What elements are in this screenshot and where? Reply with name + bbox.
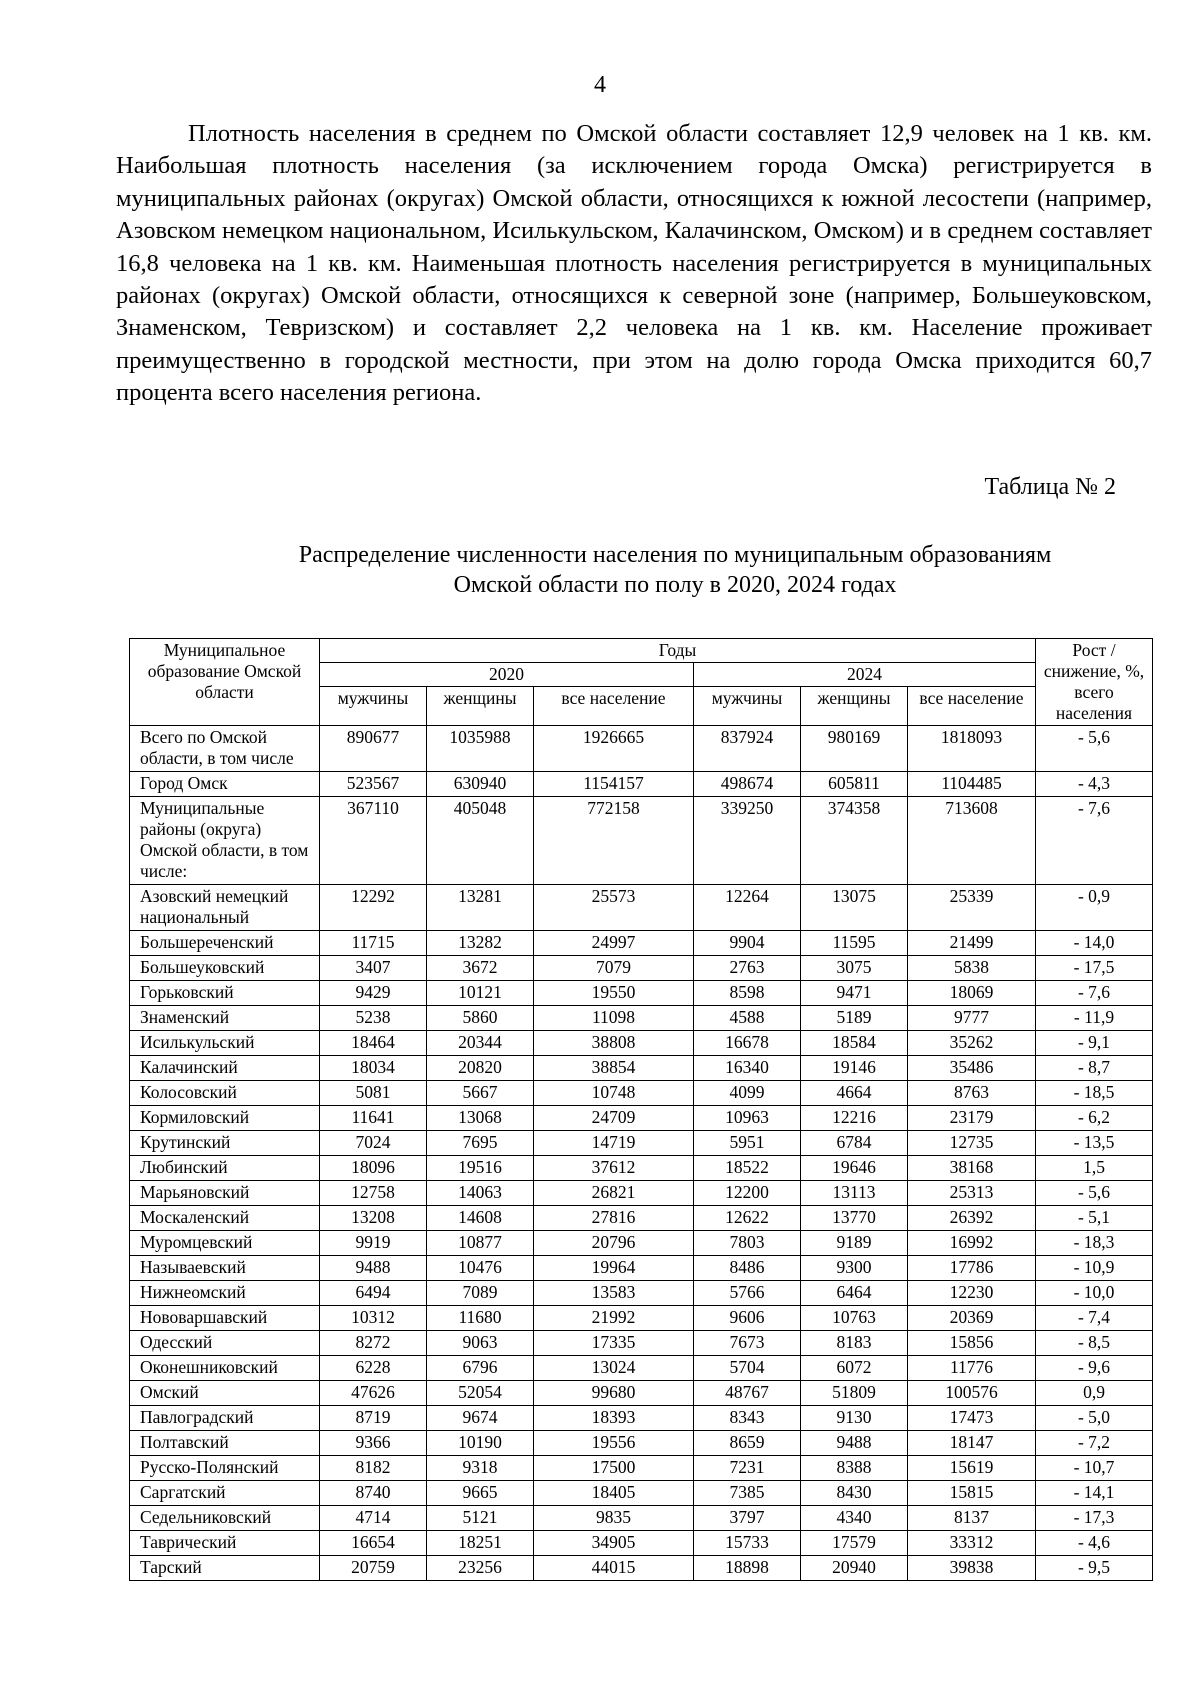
table-title-line-1: Распределение численности населения по муниципальным образованиям: [298, 542, 1052, 568]
cell-total-2024: 12230: [908, 1281, 1036, 1306]
cell-men-2024: 9606: [694, 1306, 801, 1331]
cell-women-2024: 9130: [801, 1406, 908, 1431]
cell-men-2020: 13208: [320, 1206, 427, 1231]
cell-total-2020: 20796: [534, 1231, 694, 1256]
cell-women-2024: 3075: [801, 956, 908, 981]
cell-men-2024: 5951: [694, 1131, 801, 1156]
cell-men-2024: 3797: [694, 1506, 801, 1531]
cell-women-2024: 605811: [801, 772, 908, 797]
cell-name: Горьковский: [130, 981, 320, 1006]
cell-men-2020: 9366: [320, 1431, 427, 1456]
table-row: [130, 956, 1153, 981]
cell-growth: 0,9: [1036, 1381, 1153, 1406]
cell-total-2020: 19556: [534, 1431, 694, 1456]
cell-women-2020: 7695: [427, 1131, 534, 1156]
cell-growth: - 7,6: [1036, 797, 1153, 885]
cell-total-2020: 14719: [534, 1131, 694, 1156]
cell-men-2020: 8719: [320, 1406, 427, 1431]
cell-growth: - 13,5: [1036, 1131, 1153, 1156]
table-row: [130, 1156, 1153, 1181]
cell-men-2020: 9488: [320, 1256, 427, 1281]
page-number: 4: [594, 72, 606, 98]
cell-total-2020: 9835: [534, 1506, 694, 1531]
cell-men-2024: 16340: [694, 1056, 801, 1081]
cell-women-2020: 10877: [427, 1231, 534, 1256]
cell-name: Кормиловский: [130, 1106, 320, 1131]
cell-name: Тарский: [130, 1556, 320, 1581]
cell-women-2024: 6464: [801, 1281, 908, 1306]
table-header: [130, 639, 1153, 726]
cell-women-2020: 405048: [427, 797, 534, 885]
cell-growth: - 5,6: [1036, 1181, 1153, 1206]
cell-growth: - 10,7: [1036, 1456, 1153, 1481]
cell-women-2020: 1035988: [427, 726, 534, 772]
table-row: [130, 981, 1153, 1006]
cell-total-2024: 8763: [908, 1081, 1036, 1106]
cell-women-2024: 11595: [801, 931, 908, 956]
cell-men-2020: 12292: [320, 885, 427, 931]
table-label: Таблица № 2: [984, 474, 1116, 500]
cell-women-2024: 9300: [801, 1256, 908, 1281]
cell-women-2020: 19516: [427, 1156, 534, 1181]
cell-men-2024: 2763: [694, 956, 801, 981]
cell-men-2024: 4099: [694, 1081, 801, 1106]
cell-total-2024: 15619: [908, 1456, 1036, 1481]
cell-total-2024: 100576: [908, 1381, 1036, 1406]
table-row: [130, 797, 1153, 885]
cell-name: Полтавский: [130, 1431, 320, 1456]
cell-growth: - 4,3: [1036, 772, 1153, 797]
cell-women-2024: 19646: [801, 1156, 908, 1181]
cell-women-2024: 4664: [801, 1081, 908, 1106]
cell-total-2024: 17786: [908, 1256, 1036, 1281]
cell-men-2020: 367110: [320, 797, 427, 885]
cell-growth: - 9,5: [1036, 1556, 1153, 1581]
cell-total-2024: 18069: [908, 981, 1036, 1006]
cell-men-2020: 16654: [320, 1531, 427, 1556]
cell-growth: - 7,6: [1036, 981, 1153, 1006]
cell-women-2020: 52054: [427, 1381, 534, 1406]
cell-growth: - 14,1: [1036, 1481, 1153, 1506]
cell-women-2024: 12216: [801, 1106, 908, 1131]
body-paragraph: Плотность населения в среднем по Омской области составляет 12,9 человек на 1 кв. км. Наибольшая плотность населения (за исключением города Омска) регистрируется в муниципальных районах (округах) Омской области, относящихся к южной лесостепи (например, Азовском немецком национальном, Исилькульском, Калачинском, Омском) и в среднем составляет 16,8 человека на 1 кв. км. Наименьшая плотность населения регистрируется в муниципальных районах (округах) Омской области, относящихся к северной зоне (например, Большеуковском, Знаменском, Тевризском) и составляет 2,2 человека на 1 кв. км. Население проживает преимущественно в городской местности, при этом на долю города Омска приходится 60,7 процента всего населения региона.: [116, 120, 1152, 407]
cell-total-2020: 1154157: [534, 772, 694, 797]
cell-women-2024: 19146: [801, 1056, 908, 1081]
cell-men-2024: 7673: [694, 1331, 801, 1356]
cell-growth: - 9,6: [1036, 1356, 1153, 1381]
cell-total-2024: 9777: [908, 1006, 1036, 1031]
cell-growth: - 7,4: [1036, 1306, 1153, 1331]
cell-total-2020: 37612: [534, 1156, 694, 1181]
cell-growth: 1,5: [1036, 1156, 1153, 1181]
cell-women-2020: 13282: [427, 931, 534, 956]
cell-men-2024: 18522: [694, 1156, 801, 1181]
cell-women-2024: 9488: [801, 1431, 908, 1456]
cell-men-2020: 11715: [320, 931, 427, 956]
cell-total-2020: 24709: [534, 1106, 694, 1131]
cell-growth: - 18,3: [1036, 1231, 1153, 1256]
cell-growth: - 18,5: [1036, 1081, 1153, 1106]
cell-women-2020: 11680: [427, 1306, 534, 1331]
header-year-2024: 2024: [694, 663, 1036, 687]
cell-total-2024: 21499: [908, 931, 1036, 956]
cell-total-2020: 17500: [534, 1456, 694, 1481]
cell-women-2024: 6784: [801, 1131, 908, 1156]
cell-total-2020: 7079: [534, 956, 694, 981]
cell-growth: - 10,0: [1036, 1281, 1153, 1306]
cell-women-2020: 20820: [427, 1056, 534, 1081]
table-row: [130, 1431, 1153, 1456]
cell-women-2020: 9063: [427, 1331, 534, 1356]
cell-women-2024: 17579: [801, 1531, 908, 1556]
cell-total-2024: 39838: [908, 1556, 1036, 1581]
cell-total-2020: 44015: [534, 1556, 694, 1581]
cell-women-2020: 9318: [427, 1456, 534, 1481]
cell-total-2020: 38808: [534, 1031, 694, 1056]
table-row: [130, 1031, 1153, 1056]
cell-name: Оконешниковский: [130, 1356, 320, 1381]
population-table: [129, 638, 1153, 1581]
cell-total-2020: 17335: [534, 1331, 694, 1356]
cell-total-2020: 13583: [534, 1281, 694, 1306]
cell-growth: - 10,9: [1036, 1256, 1153, 1281]
table-row: [130, 1231, 1153, 1256]
cell-total-2020: 26821: [534, 1181, 694, 1206]
cell-men-2020: 4714: [320, 1506, 427, 1531]
cell-women-2020: 18251: [427, 1531, 534, 1556]
cell-growth: - 11,9: [1036, 1006, 1153, 1031]
cell-name: Таврический: [130, 1531, 320, 1556]
cell-men-2020: 47626: [320, 1381, 427, 1406]
cell-name: Знаменский: [130, 1006, 320, 1031]
cell-growth: - 5,0: [1036, 1406, 1153, 1431]
cell-growth: - 0,9: [1036, 885, 1153, 931]
cell-men-2020: 9429: [320, 981, 427, 1006]
cell-women-2024: 374358: [801, 797, 908, 885]
cell-women-2024: 13075: [801, 885, 908, 931]
header-men-2024: мужчины: [694, 687, 801, 726]
cell-total-2024: 35486: [908, 1056, 1036, 1081]
cell-men-2024: 837924: [694, 726, 801, 772]
cell-men-2020: 5238: [320, 1006, 427, 1031]
cell-growth: - 4,6: [1036, 1531, 1153, 1556]
cell-men-2024: 5766: [694, 1281, 801, 1306]
cell-women-2020: 14608: [427, 1206, 534, 1231]
cell-total-2024: 12735: [908, 1131, 1036, 1156]
cell-total-2020: 99680: [534, 1381, 694, 1406]
cell-growth: - 8,7: [1036, 1056, 1153, 1081]
cell-men-2020: 20759: [320, 1556, 427, 1581]
header-municipality: Муниципальное образование Омской области: [130, 639, 320, 726]
cell-men-2020: 8740: [320, 1481, 427, 1506]
cell-men-2024: 8486: [694, 1256, 801, 1281]
cell-women-2024: 13770: [801, 1206, 908, 1231]
cell-name: Муромцевский: [130, 1231, 320, 1256]
cell-total-2020: 18393: [534, 1406, 694, 1431]
cell-growth: - 14,0: [1036, 931, 1153, 956]
cell-name: Большереченский: [130, 931, 320, 956]
cell-women-2020: 10121: [427, 981, 534, 1006]
cell-name: Седельниковский: [130, 1506, 320, 1531]
table-row: [130, 1531, 1153, 1556]
cell-total-2024: 35262: [908, 1031, 1036, 1056]
cell-women-2020: 9674: [427, 1406, 534, 1431]
cell-name: Называевский: [130, 1256, 320, 1281]
table-row: [130, 1306, 1153, 1331]
cell-women-2024: 8183: [801, 1331, 908, 1356]
cell-total-2024: 15856: [908, 1331, 1036, 1356]
cell-name: Азовский немецкий национальный: [130, 885, 320, 931]
cell-women-2024: 980169: [801, 726, 908, 772]
cell-total-2020: 18405: [534, 1481, 694, 1506]
cell-men-2024: 10963: [694, 1106, 801, 1131]
cell-growth: - 17,5: [1036, 956, 1153, 981]
header-growth: Рост / снижение, %, всего населения: [1036, 639, 1153, 726]
cell-total-2024: 11776: [908, 1356, 1036, 1381]
cell-men-2024: 9904: [694, 931, 801, 956]
cell-women-2020: 20344: [427, 1031, 534, 1056]
cell-name: Исилькульский: [130, 1031, 320, 1056]
cell-total-2024: 8137: [908, 1506, 1036, 1531]
table-row: [130, 1406, 1153, 1431]
cell-name: Крутинский: [130, 1131, 320, 1156]
cell-total-2024: 1818093: [908, 726, 1036, 772]
cell-men-2024: 12264: [694, 885, 801, 931]
cell-name: Нововаршавский: [130, 1306, 320, 1331]
cell-men-2020: 6228: [320, 1356, 427, 1381]
table-row: [130, 1181, 1153, 1206]
cell-men-2024: 12200: [694, 1181, 801, 1206]
cell-men-2024: 8598: [694, 981, 801, 1006]
table-row: [130, 1331, 1153, 1356]
cell-total-2020: 10748: [534, 1081, 694, 1106]
cell-men-2020: 18464: [320, 1031, 427, 1056]
table-row: [130, 1456, 1153, 1481]
cell-total-2020: 1926665: [534, 726, 694, 772]
table-row: [130, 1256, 1153, 1281]
table-row: [130, 1131, 1153, 1156]
table-row: [130, 1556, 1153, 1581]
cell-total-2024: 38168: [908, 1156, 1036, 1181]
cell-name: Всего по Омской области, в том числе: [130, 726, 320, 772]
cell-women-2024: 10763: [801, 1306, 908, 1331]
table-row: [130, 931, 1153, 956]
cell-total-2024: 18147: [908, 1431, 1036, 1456]
table-row: [130, 1206, 1153, 1231]
cell-growth: - 6,2: [1036, 1106, 1153, 1131]
cell-total-2024: 25339: [908, 885, 1036, 931]
cell-women-2024: 8388: [801, 1456, 908, 1481]
cell-total-2020: 21992: [534, 1306, 694, 1331]
table-row: [130, 1381, 1153, 1406]
table-row: [130, 1106, 1153, 1131]
cell-name: Муниципальные районы (округа) Омской области, в том числе:: [130, 797, 320, 885]
cell-men-2024: 7385: [694, 1481, 801, 1506]
cell-total-2024: 23179: [908, 1106, 1036, 1131]
table-row: [130, 885, 1153, 931]
cell-name: Марьяновский: [130, 1181, 320, 1206]
cell-men-2024: 8659: [694, 1431, 801, 1456]
cell-women-2020: 7089: [427, 1281, 534, 1306]
cell-growth: - 5,6: [1036, 726, 1153, 772]
cell-women-2020: 13281: [427, 885, 534, 931]
cell-women-2020: 630940: [427, 772, 534, 797]
cell-name: Русско-Полянский: [130, 1456, 320, 1481]
cell-women-2020: 13068: [427, 1106, 534, 1131]
table-title-line-2: Омской области по полу в 2020, 2024 годах: [453, 572, 897, 598]
header-men-2020: мужчины: [320, 687, 427, 726]
cell-men-2024: 339250: [694, 797, 801, 885]
cell-women-2024: 51809: [801, 1381, 908, 1406]
cell-women-2024: 9471: [801, 981, 908, 1006]
cell-men-2024: 16678: [694, 1031, 801, 1056]
cell-women-2020: 10476: [427, 1256, 534, 1281]
cell-growth: - 7,2: [1036, 1431, 1153, 1456]
cell-name: Омский: [130, 1381, 320, 1406]
cell-women-2024: 9189: [801, 1231, 908, 1256]
cell-men-2024: 4588: [694, 1006, 801, 1031]
cell-men-2020: 18096: [320, 1156, 427, 1181]
cell-women-2020: 5860: [427, 1006, 534, 1031]
table-title: [200, 540, 1150, 600]
cell-total-2024: 26392: [908, 1206, 1036, 1231]
table-row: [130, 1506, 1153, 1531]
cell-women-2020: 5667: [427, 1081, 534, 1106]
cell-total-2024: 33312: [908, 1531, 1036, 1556]
cell-women-2020: 3672: [427, 956, 534, 981]
cell-men-2020: 9919: [320, 1231, 427, 1256]
cell-total-2020: 13024: [534, 1356, 694, 1381]
cell-men-2020: 12758: [320, 1181, 427, 1206]
cell-women-2020: 9665: [427, 1481, 534, 1506]
cell-name: Павлоградский: [130, 1406, 320, 1431]
cell-name: Нижнеомский: [130, 1281, 320, 1306]
cell-women-2024: 18584: [801, 1031, 908, 1056]
header-total-2024: все население: [908, 687, 1036, 726]
cell-growth: - 17,3: [1036, 1506, 1153, 1531]
cell-men-2024: 7231: [694, 1456, 801, 1481]
cell-total-2020: 25573: [534, 885, 694, 931]
cell-name: Колосовский: [130, 1081, 320, 1106]
cell-name: Город Омск: [130, 772, 320, 797]
cell-men-2024: 5704: [694, 1356, 801, 1381]
cell-men-2020: 5081: [320, 1081, 427, 1106]
cell-men-2020: 6494: [320, 1281, 427, 1306]
cell-men-2020: 8182: [320, 1456, 427, 1481]
cell-men-2020: 8272: [320, 1331, 427, 1356]
table-row: [130, 772, 1153, 797]
cell-growth: - 5,1: [1036, 1206, 1153, 1231]
cell-women-2024: 8430: [801, 1481, 908, 1506]
cell-women-2020: 23256: [427, 1556, 534, 1581]
cell-growth: - 8,5: [1036, 1331, 1153, 1356]
header-years: Годы: [320, 639, 1036, 663]
cell-men-2020: 11641: [320, 1106, 427, 1131]
cell-men-2024: 498674: [694, 772, 801, 797]
table-row: [130, 726, 1153, 772]
header-year-2020: 2020: [320, 663, 694, 687]
cell-name: Саргатский: [130, 1481, 320, 1506]
cell-total-2020: 11098: [534, 1006, 694, 1031]
table-row: [130, 1481, 1153, 1506]
cell-total-2020: 34905: [534, 1531, 694, 1556]
cell-men-2020: 18034: [320, 1056, 427, 1081]
cell-men-2024: 12622: [694, 1206, 801, 1231]
header-total-2020: все население: [534, 687, 694, 726]
cell-women-2024: 6072: [801, 1356, 908, 1381]
cell-total-2020: 19550: [534, 981, 694, 1006]
cell-total-2024: 713608: [908, 797, 1036, 885]
cell-women-2024: 20940: [801, 1556, 908, 1581]
header-women-2024: женщины: [801, 687, 908, 726]
cell-women-2020: 14063: [427, 1181, 534, 1206]
cell-women-2024: 4340: [801, 1506, 908, 1531]
cell-total-2024: 5838: [908, 956, 1036, 981]
cell-name: Любинский: [130, 1156, 320, 1181]
cell-total-2020: 38854: [534, 1056, 694, 1081]
cell-men-2024: 18898: [694, 1556, 801, 1581]
cell-total-2024: 17473: [908, 1406, 1036, 1431]
table-row: [130, 1006, 1153, 1031]
table-row: [130, 1281, 1153, 1306]
table-body: [130, 726, 1153, 1581]
cell-total-2020: 27816: [534, 1206, 694, 1231]
cell-men-2024: 15733: [694, 1531, 801, 1556]
cell-men-2020: 10312: [320, 1306, 427, 1331]
cell-men-2024: 8343: [694, 1406, 801, 1431]
cell-name: Калачинский: [130, 1056, 320, 1081]
cell-total-2020: 772158: [534, 797, 694, 885]
header-women-2020: женщины: [427, 687, 534, 726]
cell-total-2024: 25313: [908, 1181, 1036, 1206]
cell-name: Большеуковский: [130, 956, 320, 981]
cell-women-2024: 5189: [801, 1006, 908, 1031]
cell-men-2020: 890677: [320, 726, 427, 772]
cell-men-2024: 7803: [694, 1231, 801, 1256]
cell-total-2024: 1104485: [908, 772, 1036, 797]
cell-total-2020: 19964: [534, 1256, 694, 1281]
cell-women-2020: 6796: [427, 1356, 534, 1381]
cell-women-2020: 10190: [427, 1431, 534, 1456]
cell-name: Одесский: [130, 1331, 320, 1356]
cell-women-2020: 5121: [427, 1506, 534, 1531]
table-row: [130, 1356, 1153, 1381]
cell-total-2024: 15815: [908, 1481, 1036, 1506]
cell-growth: - 9,1: [1036, 1031, 1153, 1056]
cell-total-2024: 20369: [908, 1306, 1036, 1331]
cell-women-2024: 13113: [801, 1181, 908, 1206]
cell-men-2024: 48767: [694, 1381, 801, 1406]
table-row: [130, 1056, 1153, 1081]
table-row: [130, 1081, 1153, 1106]
cell-men-2020: 523567: [320, 772, 427, 797]
cell-men-2020: 7024: [320, 1131, 427, 1156]
cell-men-2020: 3407: [320, 956, 427, 981]
cell-total-2020: 24997: [534, 931, 694, 956]
cell-name: Москаленский: [130, 1206, 320, 1231]
cell-total-2024: 16992: [908, 1231, 1036, 1256]
